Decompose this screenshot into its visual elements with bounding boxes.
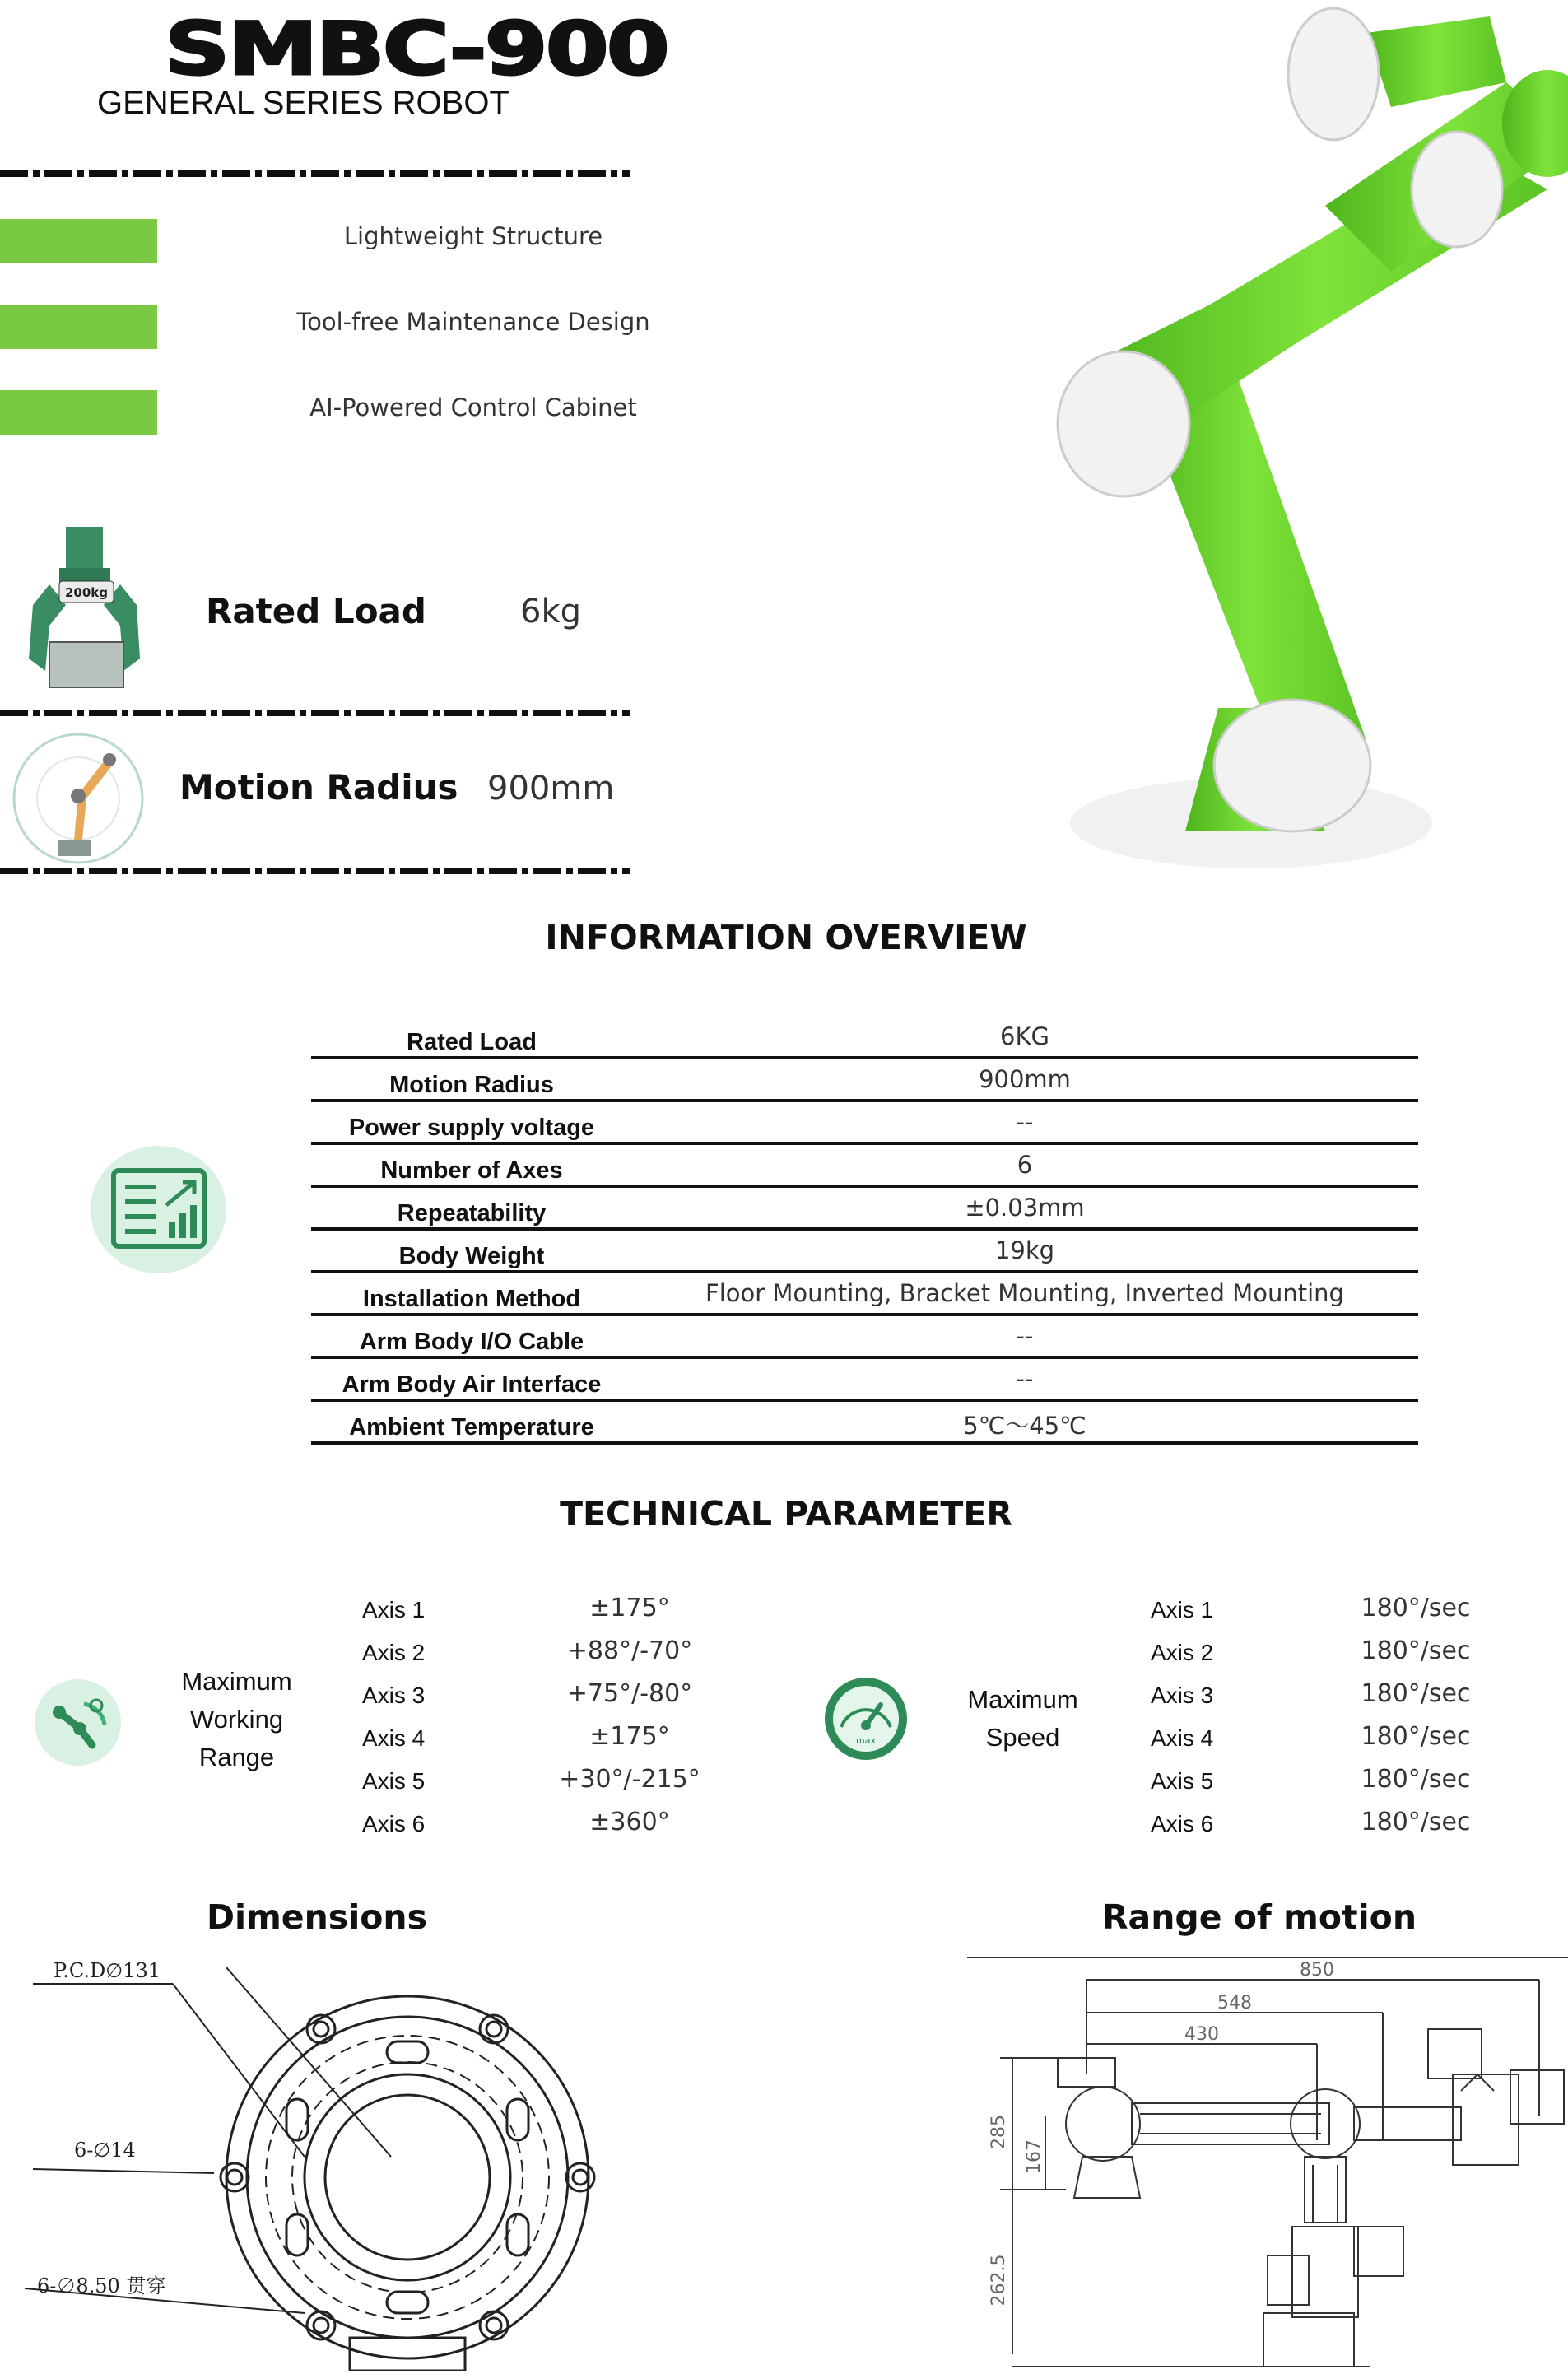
overview-value-body-weight: 19kg (994, 1236, 1055, 1264)
overview-label-power-supply: Power supply voltage (348, 1115, 595, 1141)
row-divider (311, 1227, 1418, 1231)
overview-label-repeatability: Repeatability (397, 1200, 547, 1227)
wr-axis-label: Axis 5 (362, 1768, 426, 1794)
dimensions-title: Dimensions (206, 1897, 428, 1937)
robot-arm-image (979, 0, 1568, 873)
speed-axis-value: 180°/sec (1361, 1679, 1471, 1708)
pcd-label: P.C.D∅131 (54, 1959, 161, 1982)
motion-radius-value: 900mm (487, 770, 615, 808)
speed-axis-label: Axis 6 (1151, 1811, 1214, 1836)
wr-axis-label: Axis 3 (362, 1683, 426, 1708)
report-chart-icon (91, 1146, 226, 1273)
overview-label-air-interface: Arm Body Air Interface (342, 1371, 602, 1398)
overview-label-axes: Number of Axes (380, 1157, 563, 1184)
hole-14-label: 6-∅14 (74, 2139, 136, 2162)
rated-load-value: 6kg (520, 593, 582, 631)
overview-label-rated-load: Rated Load (407, 1029, 537, 1055)
speed-axis-value: 180°/sec (1361, 1636, 1471, 1665)
overview-value-ambient-temp: 5℃～45℃ (963, 1412, 1086, 1440)
overview-value-io-cable: -- (1016, 1322, 1034, 1350)
feature-lightweight: Lightweight Structure (343, 222, 603, 250)
dim-850: 850 (1300, 1960, 1334, 1981)
feature-bar (0, 219, 157, 263)
robot-joint-icon (35, 1679, 121, 1766)
speed-axis-label: Axis 5 (1151, 1768, 1214, 1794)
row-divider (311, 1056, 1418, 1059)
wr-axis-value: +88°/-70° (566, 1636, 693, 1665)
speed-axis-label: Axis 2 (1151, 1640, 1214, 1665)
feature-ai-cabinet: AI-Powered Control Cabinet (309, 393, 637, 421)
feature-bar (0, 390, 157, 435)
wr-axis-label: Axis 4 (362, 1725, 426, 1751)
speed-axis-label: Axis 4 (1151, 1725, 1214, 1751)
row-divider (311, 1270, 1418, 1273)
speed-axis-value: 180°/sec (1361, 1765, 1471, 1794)
overview-label-ambient-temp: Ambient Temperature (349, 1414, 594, 1441)
overview-value-air-interface: -- (1016, 1365, 1034, 1393)
wr-axis-value: +30°/-215° (559, 1765, 700, 1794)
range-of-motion-drawing (967, 1951, 1568, 2371)
wr-axis-value: ±175° (589, 1594, 670, 1622)
dim-167: 167 (1024, 2139, 1045, 2174)
range-of-motion-title: Range of motion (1101, 1897, 1417, 1937)
row-divider (311, 1356, 1418, 1359)
overview-title: INFORMATION OVERVIEW (545, 918, 1027, 957)
overview-value-installation: Floor Mounting, Bracket Mounting, Inverted Mounting (705, 1279, 1344, 1307)
overview-value-power-supply: -- (1016, 1108, 1034, 1136)
overview-label-installation: Installation Method (362, 1286, 581, 1312)
wr-axis-value: ±360° (589, 1808, 670, 1836)
overview-value-repeatability: ±0.03mm (965, 1194, 1085, 1222)
dim-285: 285 (989, 2115, 1009, 2149)
overview-value-motion-radius: 900mm (979, 1065, 1071, 1093)
product-subtitle: GENERAL SERIES ROBOT (97, 85, 509, 121)
max-speed-label-line: Speed (985, 1723, 1060, 1752)
row-divider (311, 1185, 1418, 1188)
wr-axis-value: +75°/-80° (566, 1679, 693, 1708)
hole-850-label: 6-∅8.50 贯穿 (37, 2274, 166, 2297)
row-divider (311, 1399, 1418, 1402)
rated-load-label: Rated Load (206, 591, 426, 631)
dim-262-5: 262.5 (989, 2254, 1009, 2307)
dim-430: 430 (1184, 2024, 1219, 2045)
gripper-weight-text: 200kg (64, 585, 109, 600)
speed-axis-label: Axis 3 (1151, 1683, 1214, 1708)
gripper-icon (0, 527, 156, 700)
working-range-label (161, 1663, 313, 1776)
wr-axis-value: ±175° (589, 1722, 670, 1751)
technical-title: TECHNICAL PARAMETER (560, 1494, 1012, 1534)
speed-axis-label: Axis 1 (1151, 1597, 1214, 1622)
dimensions-drawing (25, 1951, 650, 2371)
feature-maintenance: Tool-free Maintenance Design (296, 308, 650, 336)
robot-arm-radius-icon (0, 728, 156, 868)
divider (0, 170, 630, 177)
row-divider (311, 1313, 1418, 1316)
gauge-max-text: max (856, 1735, 876, 1746)
row-divider (311, 1099, 1418, 1102)
working-range-label-line: Maximum (181, 1667, 292, 1696)
wr-axis-label: Axis 1 (362, 1597, 426, 1622)
dim-548: 548 (1217, 1993, 1252, 2013)
max-speed-label-line: Maximum (967, 1685, 1078, 1714)
motion-radius-label: Motion Radius (179, 767, 458, 808)
overview-label-io-cable: Arm Body I/O Cable (359, 1329, 584, 1355)
feature-bar (0, 305, 157, 349)
working-range-label-line: Range (198, 1743, 275, 1771)
divider (0, 710, 630, 716)
wr-axis-label: Axis 6 (362, 1811, 426, 1836)
divider (0, 868, 630, 874)
wr-axis-label: Axis 2 (362, 1640, 426, 1665)
overview-value-axes: 6 (1017, 1151, 1033, 1179)
working-range-label-line: Working (189, 1705, 284, 1734)
row-divider (311, 1142, 1418, 1145)
speed-gauge-icon (823, 1676, 910, 1762)
row-divider (311, 1441, 1418, 1445)
product-title: SMBC-900 (165, 7, 668, 91)
speed-axis-value: 180°/sec (1361, 1808, 1471, 1836)
overview-label-motion-radius: Motion Radius (389, 1072, 554, 1098)
speed-axis-value: 180°/sec (1361, 1594, 1471, 1622)
speed-axis-value: 180°/sec (1361, 1722, 1471, 1751)
overview-label-body-weight: Body Weight (398, 1243, 545, 1269)
max-speed-label (947, 1681, 1099, 1757)
overview-value-rated-load: 6KG (1000, 1022, 1049, 1050)
